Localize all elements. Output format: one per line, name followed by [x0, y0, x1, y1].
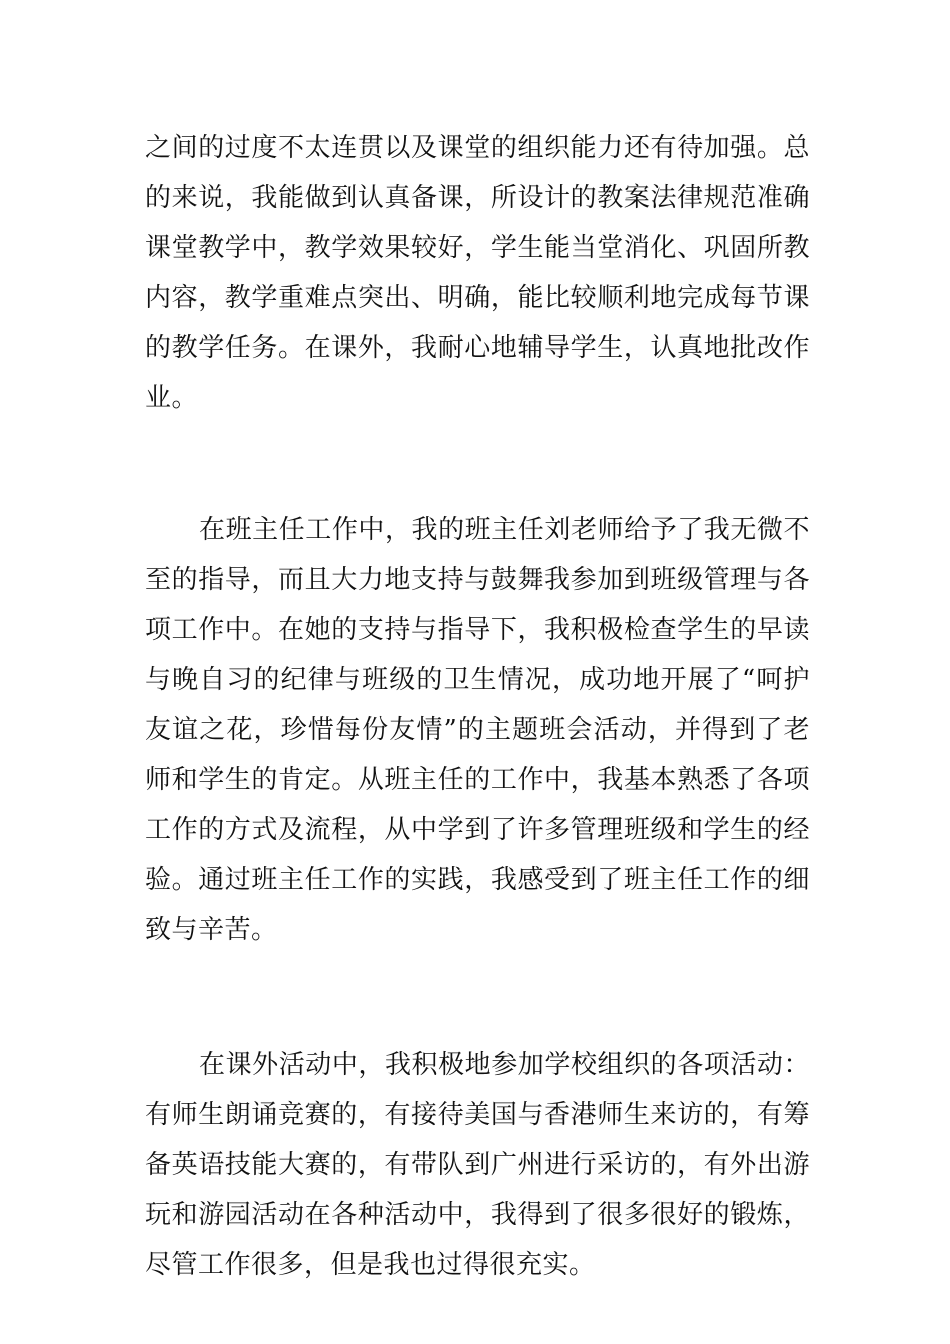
- paragraph-1: 之间的过度不太连贯以及课堂的组织能力还有待加强。总的来说，我能做到认真备课，所设计的教案法律规范准确课堂教学中，教学效果较好，学生能当堂消化、巩固所教内容，教学重难点突出、明确，能比较顺利地完成每节课的教学任务。在课外，我耐心地辅导学生，认真地批改作业。: [145, 133, 810, 413]
- paragraph-3: 在课外活动中，我积极地参加学校组织的各项活动：有师生朗诵竞赛的，有接待美国与香港师生来访的，有筹备英语技能大赛的，有带队到广州进行采访的，有外出游玩和游园活动在各种活动中，我得到了很多很好的锻炼，尽管工作很多，但是我也过得很充实。: [145, 1050, 810, 1280]
- document-body: [145, 123, 810, 1290]
- paragraph-2: 在班主任工作中，我的班主任刘老师给予了我无微不至的指导，而且大力地支持与鼓舞我参加到班级管理与各项工作中。在她的支持与指导下，我积极检查学生的早读与晚自习的纪律与班级的卫生情况，成功地开展了“呵护友谊之花，珍惜每份友情”的主题班会活动，并得到了老师和学生的肯定。从班主任的工作中，我基本熟悉了各项工作的方式及流程，从中学到了许多管理班级和学生的经验。通过班主任工作的实践，我感受到了班主任工作的细致与辛苦。: [145, 515, 810, 945]
- paragraph-spacer: [145, 955, 810, 1040]
- paragraph-spacer: [145, 423, 810, 505]
